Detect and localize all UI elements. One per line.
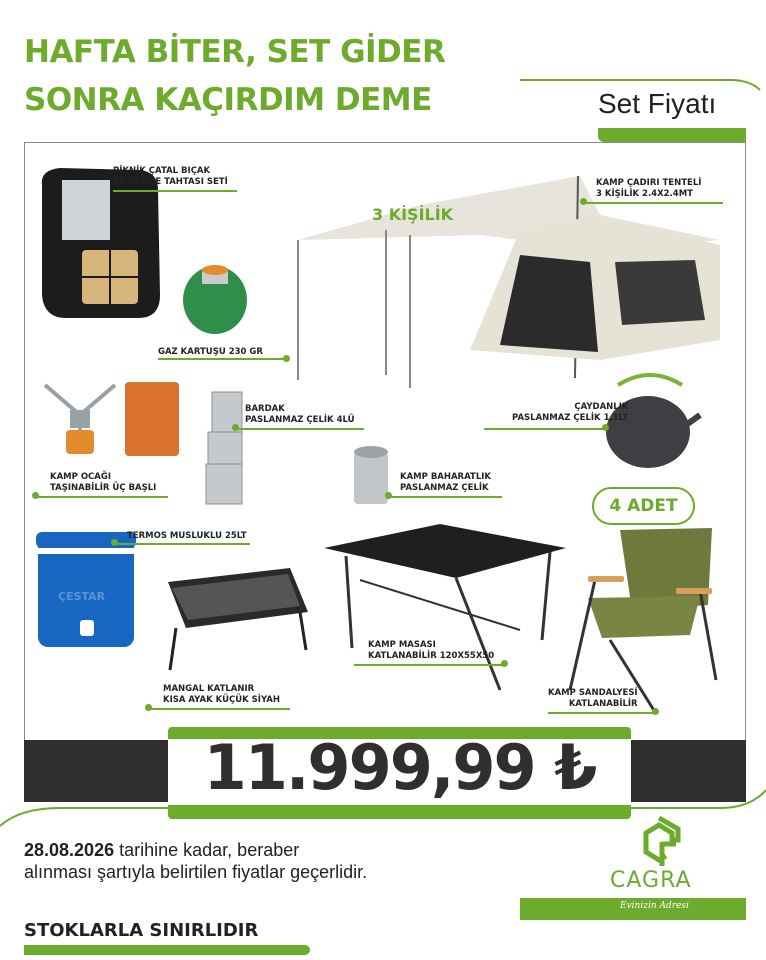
label-tent: KAMP ÇADIRI TENTELİ 3 KİŞİLİK 2.4X2.4MT	[596, 178, 702, 199]
headline-line-2: SONRA KAÇIRDIM DEME	[24, 82, 432, 118]
cooler-brand-text: ÇESTAR	[58, 590, 106, 603]
label-grill: MANGAL KATLANIR KISA AYAK KÜÇÜK SİYAH	[163, 684, 280, 705]
label-underline	[158, 358, 286, 360]
label-gas-cartridge: GAZ KARTUŞU 230 GR	[158, 347, 263, 357]
set-price: 11.999,99 ₺	[203, 731, 596, 804]
label-underline	[236, 428, 364, 430]
validity-note	[24, 839, 367, 883]
label-chair: KAMP SANDALYESİ KATLANABİLİR	[548, 688, 638, 709]
validity-line-2: alınması şartıyla belirtilen fiyatlar geçerlidir.	[24, 862, 368, 882]
steel-cups-image	[206, 392, 242, 504]
label-kettle: ÇAYDANLIK PASLANMAZ ÇELİK 1,1LT	[512, 402, 629, 423]
label-dot	[602, 424, 609, 431]
validity-date: 28.08.2026	[24, 840, 115, 860]
label-dot	[580, 198, 587, 205]
label-table: KAMP MASASI KATLANABİLİR 120X55X50	[368, 640, 495, 661]
gas-cartridge-image	[183, 265, 247, 334]
stock-notice-bar	[24, 945, 310, 955]
label-underline	[150, 708, 290, 710]
label-cups: BARDAK PASLANMAZ ÇELİK 4LÜ	[245, 404, 355, 425]
label-underline	[354, 664, 506, 666]
label-dot	[501, 660, 508, 667]
label-dot	[652, 708, 659, 715]
headline-line-1: HAFTA BİTER, SET GİDER	[24, 34, 446, 70]
brand-logo-icon	[636, 814, 682, 868]
label-dot	[111, 539, 118, 546]
camp-chair-image	[570, 528, 716, 712]
set-price-label: Set Fiyatı	[598, 88, 717, 119]
label-underline	[548, 712, 654, 714]
label-underline	[585, 202, 723, 204]
label-spice-shaker: KAMP BAHARATLIK PASLANMAZ ÇELİK	[400, 472, 491, 493]
label-dot	[32, 492, 39, 499]
label-underline	[113, 190, 237, 192]
label-dot	[385, 492, 392, 499]
spice-shaker-image	[354, 446, 388, 504]
chair-count-tag: 4 ADET	[592, 487, 695, 525]
label-underline	[116, 543, 250, 545]
orange-case-image	[125, 382, 179, 456]
label-picnic-set: PİKNİK ÇATAL BIÇAK VE KESME TAHTASI SETİ	[113, 166, 228, 187]
label-cooler: TERMOS MUSLUKLU 25LT	[127, 531, 247, 541]
label-dot	[232, 424, 239, 431]
label-dot	[283, 355, 290, 362]
camping-stove-image	[45, 385, 115, 454]
label-dot	[145, 704, 152, 711]
grill-image	[168, 568, 308, 670]
brand-slogan: Evinizin Adresi	[620, 901, 689, 911]
label-underline	[36, 496, 168, 498]
stock-notice: STOKLARLA SINIRLIDIR	[24, 920, 259, 941]
brand-name: CAGRA	[610, 868, 692, 893]
label-stove: KAMP OCAĞI TAŞINABİLİR ÜÇ BAŞLI	[50, 472, 157, 493]
validity-text: tarihine kadar, beraber	[119, 840, 300, 860]
label-underline	[390, 496, 502, 498]
label-underline	[484, 428, 606, 430]
tent-capacity-tag: 3 KİŞİLİK	[372, 205, 454, 224]
tent-image	[298, 176, 720, 388]
